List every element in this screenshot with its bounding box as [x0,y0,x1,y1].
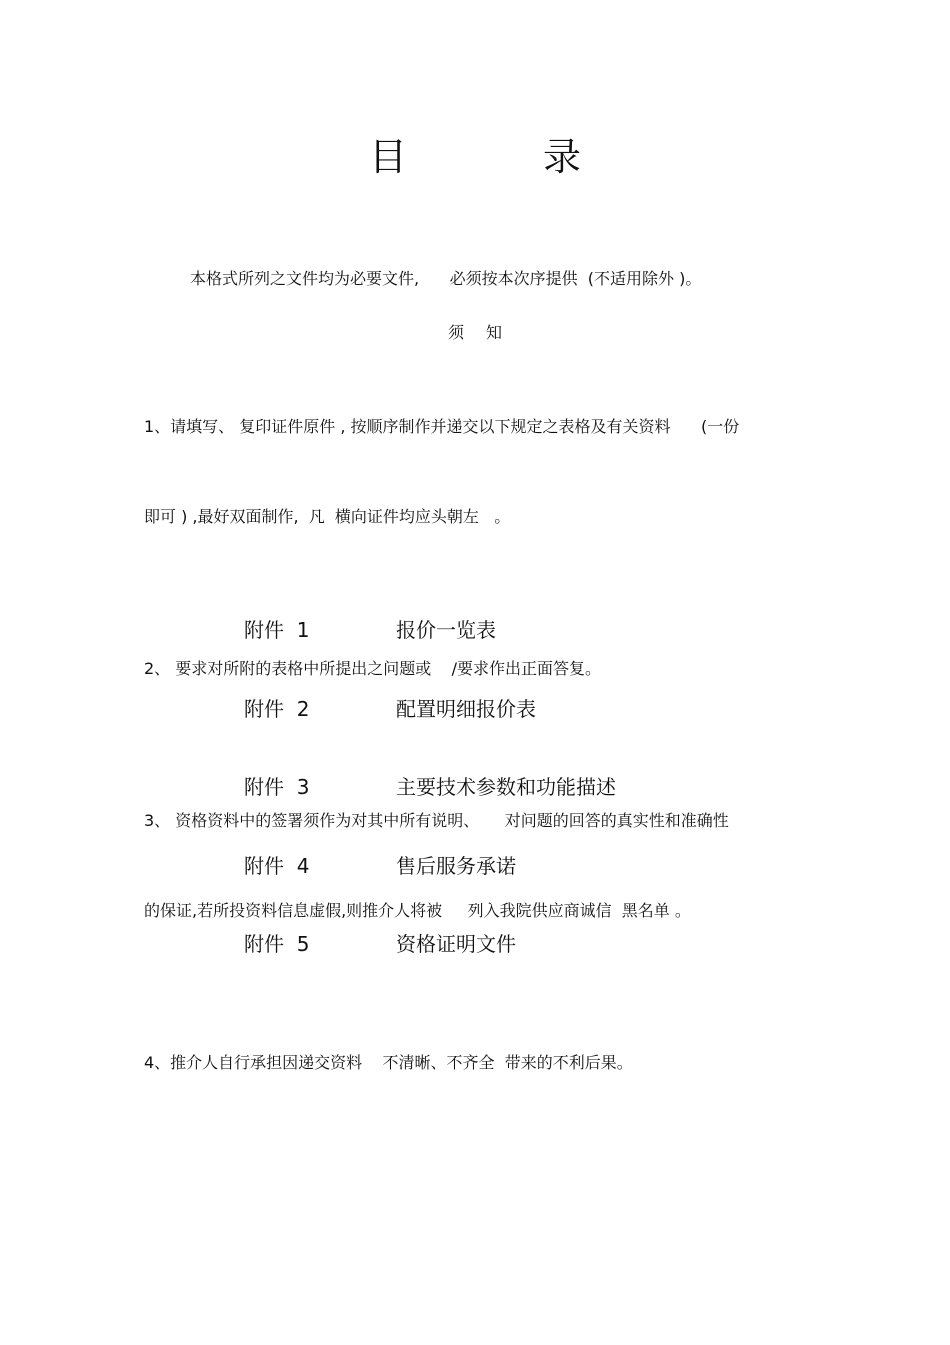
annex-row-2 [244,691,804,770]
annex-row-3 [244,769,804,848]
notice-item-4-line-1: 4、推介人自行承担因递交资料 不清晰、不齐全 带来的不利后果。 [144,1053,633,1072]
notice-item-2-line-1: 2、 要求对所附的表格中所提出之问题或 /要求作出正面答复。 [144,659,602,678]
annex-row-5 [244,926,804,1005]
annex-number: 附件 2 [244,696,310,721]
annex-title: 主要技术参数和功能描述 [396,775,616,799]
notice-item-1-line-2: 即可 ) ,最好双面制作, 凡 横向证件均应头朝左 。 [144,507,511,526]
notice-item-1-line-1: 1、请填写、 复印证件原件 , 按顺序制作并递交以下规定之表格及有关资料 (一份 [144,417,740,436]
annex-title: 报价一览表 [396,618,496,642]
annex-list [244,612,804,1005]
notice-heading: 须知 [447,323,524,342]
notice-item-3-line-1: 3、 资格资料中的签署须作为对其中所有说明、 对问题的回答的真实性和准确性 [144,811,729,830]
notice-item-3-line-2: 的保证,若所投资料信息虚假,则推介人将被 列入我院供应商诚信 黑名单 。 [144,901,691,920]
page-title: 目 录 [368,135,644,179]
notice-item-4 [144,988,814,1138]
annex-number: 附件 5 [244,932,310,956]
annex-number: 附件 4 [244,853,310,878]
annex-row-4 [244,848,804,927]
intro-text: 本格式所列之文件均为必要文件, 必须按本次序提供 (不适用除外 )。 [190,269,702,288]
annex-number: 附件 3 [244,775,310,799]
annex-number: 附件 1 [244,618,310,642]
annex-row-1 [244,612,804,691]
notice-item-1 [144,352,814,592]
annex-title: 配置明细报价表 [396,696,536,721]
annex-title: 资格证明文件 [396,932,516,956]
annex-title: 售后服务承诺 [396,853,516,878]
